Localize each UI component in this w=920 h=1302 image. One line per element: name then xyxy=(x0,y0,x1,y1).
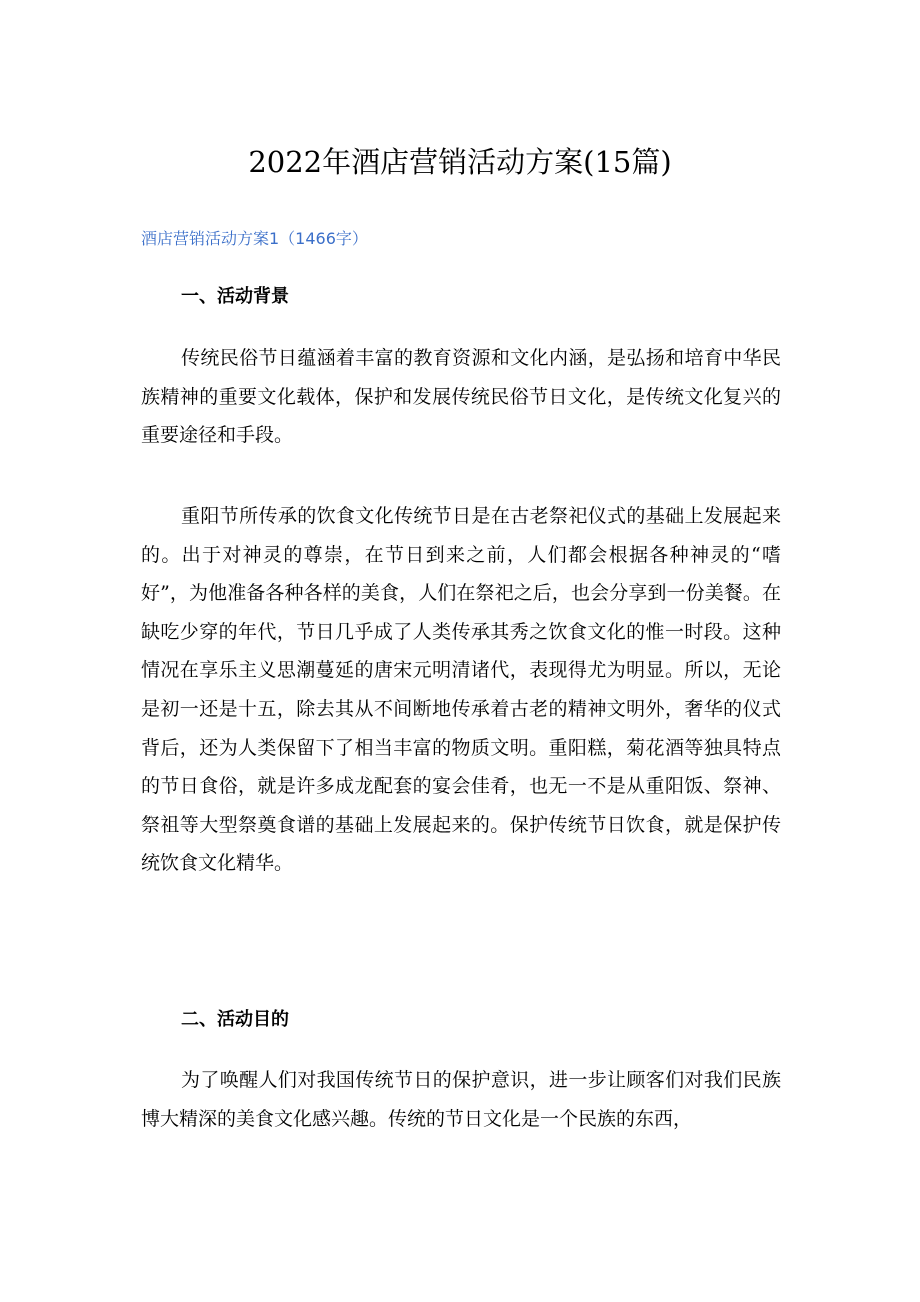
paragraph-background-2: 重阳节所传承的饮食文化传统节日是在古老祭祀仪式的基础上发展起来的。出于对神灵的尊崇，在节日到来之前，人们都会根据各种神灵的“嗜好”，为他准备各种各样的美食，人们在祭祀之后，也会分享到一份美餐。在缺吃少穿的年代，节日几乎成了人类传承其秀之饮食文化的惟一时段。这种情况在享乐主义思潮蔓延的唐宋元明清诸代，表现得尤为明显。所以，无论是初一还是十五，除去其从不间断地传承着古老的精神文明外，奢华的仪式背后，还为人类保留下了相当丰富的物质文明。重阳糕，菊花酒等独具特点的节日食俗，就是许多成龙配套的宴会佳肴，也无一不是从重阳饭、祭神、祭祖等大型祭奠食谱的基础上发展起来的。保护传统节日饮食，就是保护传统饮食文化精华。 xyxy=(141,505,781,875)
document-title: 2022年酒店营销活动方案(15篇) xyxy=(248,145,672,179)
paragraph-purpose-1: 为了唤醒人们对我国传统节日的保护意识，进一步让顾客们对我们民族博大精深的美食文化感兴趣。传统的节日文化是一个民族的东西， xyxy=(141,1069,781,1130)
toc-link[interactable]: 酒店营销活动方案1（1466字） xyxy=(141,229,368,248)
paragraph-background-1: 传统民俗节日蕴涵着丰富的教育资源和文化内涵，是弘扬和培育中华民族精神的重要文化载体，保护和发展传统民俗节日文化，是传统文化复兴的重要途径和手段。 xyxy=(141,347,781,447)
section-heading-background: 一、活动背景 xyxy=(181,286,289,307)
section-heading-purpose: 二、活动目的 xyxy=(181,1009,289,1030)
